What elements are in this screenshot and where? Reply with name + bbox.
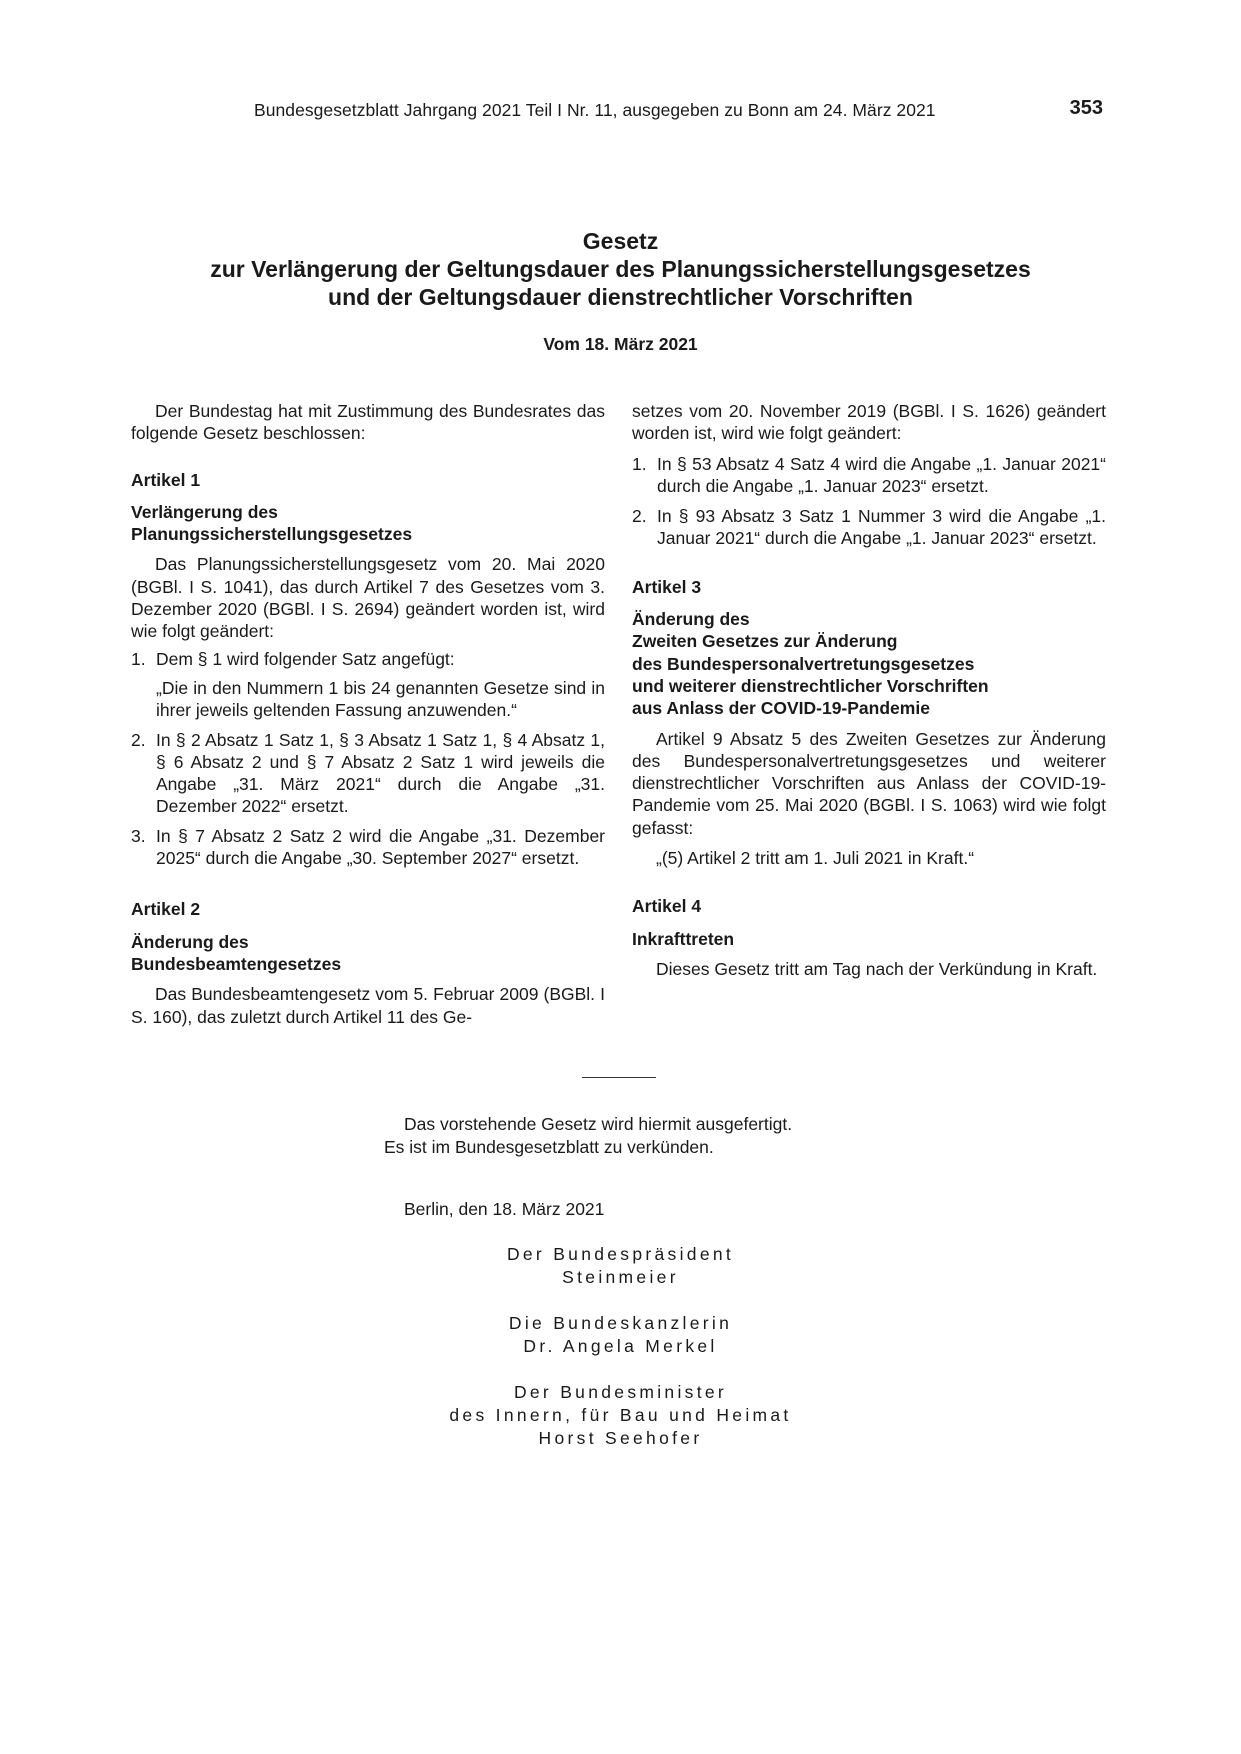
- item-number: 2.: [131, 729, 146, 750]
- artikel-1-label: Artikel 1: [131, 469, 201, 490]
- closing-formula: [384, 1113, 854, 1159]
- item-text: In § 93 Absatz 3 Satz 1 Nummer 3 wird die Angabe „1. Januar 2021“ durch die Angabe „1. Januar 2023“ ersetzt.: [657, 506, 1106, 549]
- closing-line-2: Es ist im Bundesgesetzblatt zu verkünden.: [384, 1137, 714, 1157]
- item-number: 3.: [131, 825, 146, 846]
- signature-role: Der Bundespräsident: [506, 1244, 735, 1264]
- artikel-2-heading-line-1: Änderung des: [131, 931, 249, 952]
- signature-role: Der Bundesminister: [513, 1382, 728, 1402]
- artikel-1-intro: Das Planungssicherstellungsgesetz vom 20. Mai 2020 (BGBl. I S. 1041), das durch Artikel 7 des Gesetzes vom 3. Dezember 2020 (BGBl. I S. 2694) geändert worden ist, wird wie folgt geändert:: [131, 554, 605, 642]
- title-line-2: zur Verlängerung der Geltungsdauer des Planungssicherstellungsgesetzes: [210, 256, 1031, 282]
- artikel-4-heading: Inkrafttreten: [632, 928, 735, 949]
- artikel-3-label: Artikel 3: [632, 576, 702, 597]
- signature-name: Dr. Angela Merkel: [523, 1336, 718, 1356]
- separator-line: [582, 1077, 656, 1078]
- item-text: Dem § 1 wird folgender Satz angefügt:: [156, 648, 455, 669]
- running-title: Bundesgesetzblatt Jahrgang 2021 Teil I Nr. 11, ausgegeben zu Bonn am 24. März 2021: [254, 100, 936, 120]
- artikel-1-heading-line-1: Verlängerung des: [131, 501, 278, 522]
- artikel-3-heading-line-1: Änderung des: [632, 609, 750, 630]
- signature-role-line-2: des Innern, für Bau und Heimat: [449, 1405, 792, 1425]
- item-number: 1.: [632, 453, 647, 474]
- signature-block-3: [0, 1381, 1241, 1450]
- artikel-1-item-2: [131, 729, 605, 818]
- signature-name: Steinmeier: [562, 1267, 679, 1287]
- running-header: [0, 97, 1241, 124]
- artikel-3-heading-line-4: und weiterer dienstrechtlicher Vorschriften: [632, 675, 989, 696]
- page-number: 353: [1069, 97, 1103, 119]
- item-text: In § 7 Absatz 2 Satz 2 wird die Angabe „31. Dezember 2025“ durch die Angabe „30. September 2027“ ersetzt.: [156, 825, 605, 869]
- artikel-3-heading-line-5: aus Anlass der COVID-19-Pandemie: [632, 698, 930, 719]
- artikel-3-quote: „(5) Artikel 2 tritt am 1. Juli 2021 in Kraft.“: [656, 848, 975, 869]
- law-title: [0, 227, 1241, 311]
- preamble: Der Bundestag hat mit Zustimmung des Bundesrates das folgende Gesetz beschlossen:: [131, 401, 605, 444]
- left-column: [131, 400, 605, 1028]
- artikel-2-label: Artikel 2: [131, 899, 201, 920]
- artikel-3-text: Artikel 9 Absatz 5 des Zweiten Gesetzes zur Änderung des Bundespersonalvertretungsgesetzes und weiterer dienstrechtlicher Vorschriften aus Anlass der COVID-19-Pandemie vom 25. Mai 2020 (BGBl. I S. 1063) wird wie folgt gefasst:: [632, 728, 1106, 838]
- place-date: Berlin, den 18. März 2021: [404, 1199, 605, 1219]
- artikel-2-item-1: [632, 453, 1106, 498]
- artikel-1-item-3: [131, 825, 605, 870]
- artikel-1-item-1: [131, 648, 605, 670]
- artikel-2-heading-line-2: Bundesbeamtengesetzes: [131, 953, 342, 974]
- right-column: [632, 400, 1106, 980]
- artikel-1-quote: „Die in den Nummern 1 bis 24 genannten Gesetze sind in ihrer jeweils geltenden Fassung anzuwenden.“: [156, 677, 605, 721]
- title-line-1: Gesetz: [582, 228, 659, 254]
- artikel-2-intro-part-1: Das Bundesbeamtengesetz vom 5. Februar 2009 (BGBl. I S. 160), das zuletzt durch Artikel 11 des Ge-: [131, 984, 605, 1027]
- law-date: Vom 18. März 2021: [543, 334, 698, 354]
- artikel-3-heading-line-3: des Bundespersonalvertretungsgesetzes: [632, 653, 975, 674]
- artikel-2-intro-part-2: setzes vom 20. November 2019 (BGBl. I S. 1626) geändert worden ist, wird wie folgt geändert:: [632, 401, 1106, 444]
- item-text: In § 2 Absatz 1 Satz 1, § 3 Absatz 1 Satz 1, § 4 Absatz 1, § 6 Absatz 2 und § 7 Absatz 2 Satz 1 wird jeweils die Angabe „31. März 2021“ durch die Angabe „31. Dezember 2022“ ersetzt.: [156, 729, 605, 817]
- title-line-3: und der Geltungsdauer dienstrechtlicher Vorschriften: [328, 284, 913, 310]
- artikel-4-label: Artikel 4: [632, 896, 702, 917]
- artikel-2-item-2: [632, 505, 1106, 550]
- signature-role: Die Bundeskanzlerin: [508, 1313, 733, 1333]
- artikel-4-text: Dieses Gesetz tritt am Tag nach der Verkündung in Kraft.: [656, 958, 1098, 979]
- signature-block-2: [0, 1312, 1241, 1358]
- artikel-1-heading-line-2: Planungssicherstellungsgesetzes: [131, 524, 413, 545]
- signature-name: Horst Seehofer: [538, 1428, 703, 1448]
- item-number: 2.: [632, 506, 647, 527]
- item-number: 1.: [131, 648, 146, 669]
- closing-line-1: Das vorstehende Gesetz wird hiermit ausgefertigt.: [404, 1114, 793, 1134]
- signature-block-1: [0, 1243, 1241, 1289]
- item-text: In § 53 Absatz 4 Satz 4 wird die Angabe „1. Januar 2021“ durch die Angabe „1. Januar 2023“ ersetzt.: [657, 453, 1106, 496]
- artikel-3-heading-line-2: Zweiten Gesetzes zur Änderung: [632, 631, 898, 652]
